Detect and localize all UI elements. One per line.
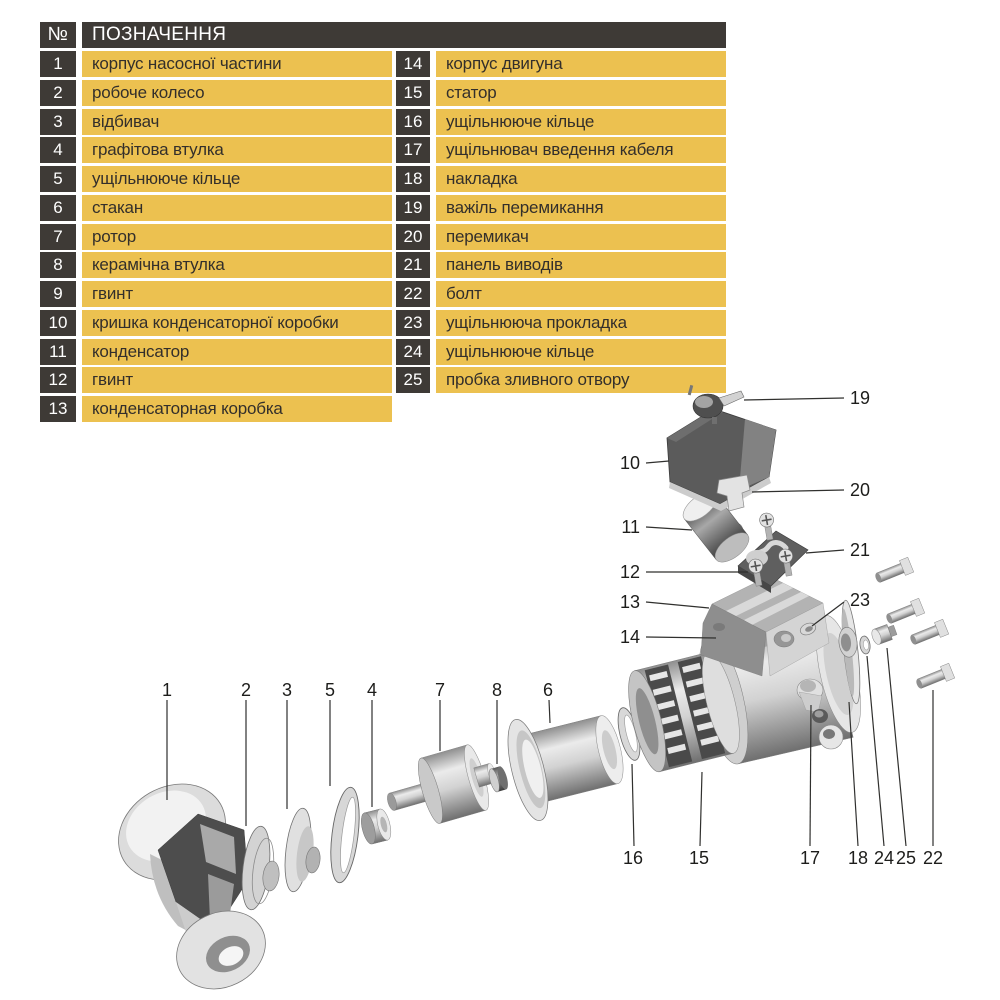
part-drain-plug (870, 622, 898, 645)
table-row (40, 109, 392, 135)
row-number: 25 (396, 367, 430, 393)
callout-10: 10 (619, 453, 640, 473)
row-number: 15 (396, 80, 430, 106)
callout-6: 6 (542, 680, 554, 700)
row-number: 8 (40, 252, 76, 278)
table-row (396, 109, 726, 135)
callout-3: 3 (281, 680, 293, 700)
part-cup (500, 697, 633, 825)
row-number: 3 (40, 109, 76, 135)
callout-24: 24 (873, 848, 895, 868)
row-label: керамічна втулка (82, 252, 392, 278)
part-graphite-bushing (359, 808, 394, 846)
part-o-ring (859, 635, 871, 654)
table-row (396, 310, 726, 336)
row-number: 11 (40, 339, 76, 365)
row-label: важіль перемикання (436, 195, 726, 221)
callout-22: 22 (922, 848, 944, 868)
row-label: гвинт (82, 281, 392, 307)
row-number: 1 (40, 51, 76, 77)
row-label: ущільнююче кільце (436, 109, 726, 135)
table-header-designation: ПОЗНАЧЕННЯ (82, 22, 726, 48)
callout-18: 18 (847, 848, 869, 868)
row-label: кришка конденсаторної коробки (82, 310, 392, 336)
row-number: 20 (396, 224, 430, 250)
callout-17: 17 (799, 848, 821, 868)
callout-20: 20 (850, 480, 871, 500)
callout-1: 1 (161, 680, 173, 700)
callout-8: 8 (491, 680, 503, 700)
leader-line-24 (867, 656, 884, 846)
row-number: 7 (40, 224, 76, 250)
row-label: панель виводів (436, 252, 726, 278)
table-row (40, 51, 392, 77)
part-rotor (379, 739, 505, 835)
callout-7: 7 (434, 680, 446, 700)
row-number: 16 (396, 109, 430, 135)
row-label: стакан (82, 195, 392, 221)
table-row (40, 252, 392, 278)
callout-21: 21 (850, 540, 871, 560)
callout-14: 14 (619, 627, 640, 647)
row-number: 2 (40, 80, 76, 106)
callout-11: 11 (621, 517, 640, 537)
row-label: ущільнююча прокладка (436, 310, 726, 336)
leader-line-19 (744, 398, 844, 400)
row-label: болт (436, 281, 726, 307)
table-row (40, 137, 392, 163)
row-label: ущільнювач введення кабеля (436, 137, 726, 163)
table-row (40, 195, 392, 221)
table-row (396, 195, 726, 221)
callout-19: 19 (850, 388, 871, 408)
row-number: 12 (40, 367, 76, 393)
part-seal-ring-large (326, 786, 364, 884)
leader-line-6 (549, 700, 550, 723)
row-number: 17 (396, 137, 430, 163)
table-row (396, 281, 726, 307)
row-label: пробка зливного отвору (436, 367, 726, 393)
row-label: ротор (82, 224, 392, 250)
part-deflector (281, 807, 322, 893)
table-row (396, 339, 726, 365)
row-number: 22 (396, 281, 430, 307)
leader-line-21 (806, 550, 844, 553)
table-row (396, 51, 726, 77)
row-label: ущільнююче кільце (82, 166, 392, 192)
table-row (40, 339, 392, 365)
table-header-number: № (40, 22, 76, 48)
row-number: 19 (396, 195, 430, 221)
row-number: 21 (396, 252, 430, 278)
callout-2: 2 (240, 680, 252, 700)
row-number: 13 (40, 396, 76, 422)
callout-15: 15 (688, 848, 710, 868)
leader-line-20 (752, 490, 844, 492)
callout-16: 16 (622, 848, 644, 868)
row-label: конденсаторная коробка (82, 396, 392, 422)
part-capacitor-box-cover (667, 409, 776, 511)
table-row (396, 166, 726, 192)
exploded-diagram (0, 380, 1000, 1000)
row-label: конденсатор (82, 339, 392, 365)
parts-table-right-column (396, 51, 726, 396)
callout-12: 12 (619, 562, 640, 582)
leader-line-11 (646, 527, 692, 530)
row-label: накладка (436, 166, 726, 192)
table-row (396, 137, 726, 163)
row-number: 9 (40, 281, 76, 307)
table-row (396, 224, 726, 250)
row-label: ущільнююче кільце (436, 339, 726, 365)
leader-line-16 (632, 764, 634, 846)
row-number: 6 (40, 195, 76, 221)
leader-line-13 (646, 602, 709, 608)
part-ceramic-bushing (487, 765, 510, 793)
row-label: робоче колесо (82, 80, 392, 106)
table-row (396, 252, 726, 278)
part-bolts (873, 557, 955, 692)
row-label: відбивач (82, 109, 392, 135)
row-label: корпус насосної частини (82, 51, 392, 77)
row-label: гвинт (82, 367, 392, 393)
callout-4: 4 (366, 680, 378, 700)
row-number: 23 (396, 310, 430, 336)
row-number: 10 (40, 310, 76, 336)
row-number: 4 (40, 137, 76, 163)
row-number: 5 (40, 166, 76, 192)
table-row (40, 310, 392, 336)
table-row (40, 80, 392, 106)
row-number: 14 (396, 51, 430, 77)
row-label: статор (436, 80, 726, 106)
row-label: перемикач (436, 224, 726, 250)
callout-13: 13 (619, 592, 640, 612)
callout-5: 5 (324, 680, 336, 700)
leader-line-10 (646, 461, 669, 463)
table-row (40, 281, 392, 307)
callout-25: 25 (895, 848, 917, 868)
callout-23: 23 (850, 590, 871, 610)
row-number: 18 (396, 166, 430, 192)
table-row (396, 80, 726, 106)
table-row (40, 166, 392, 192)
table-row (40, 224, 392, 250)
row-label: графітова втулка (82, 137, 392, 163)
row-label: корпус двигуна (436, 51, 726, 77)
parts-table-left-column (40, 51, 392, 425)
row-number: 24 (396, 339, 430, 365)
leader-line-25 (887, 648, 906, 846)
leader-line-15 (700, 772, 702, 846)
